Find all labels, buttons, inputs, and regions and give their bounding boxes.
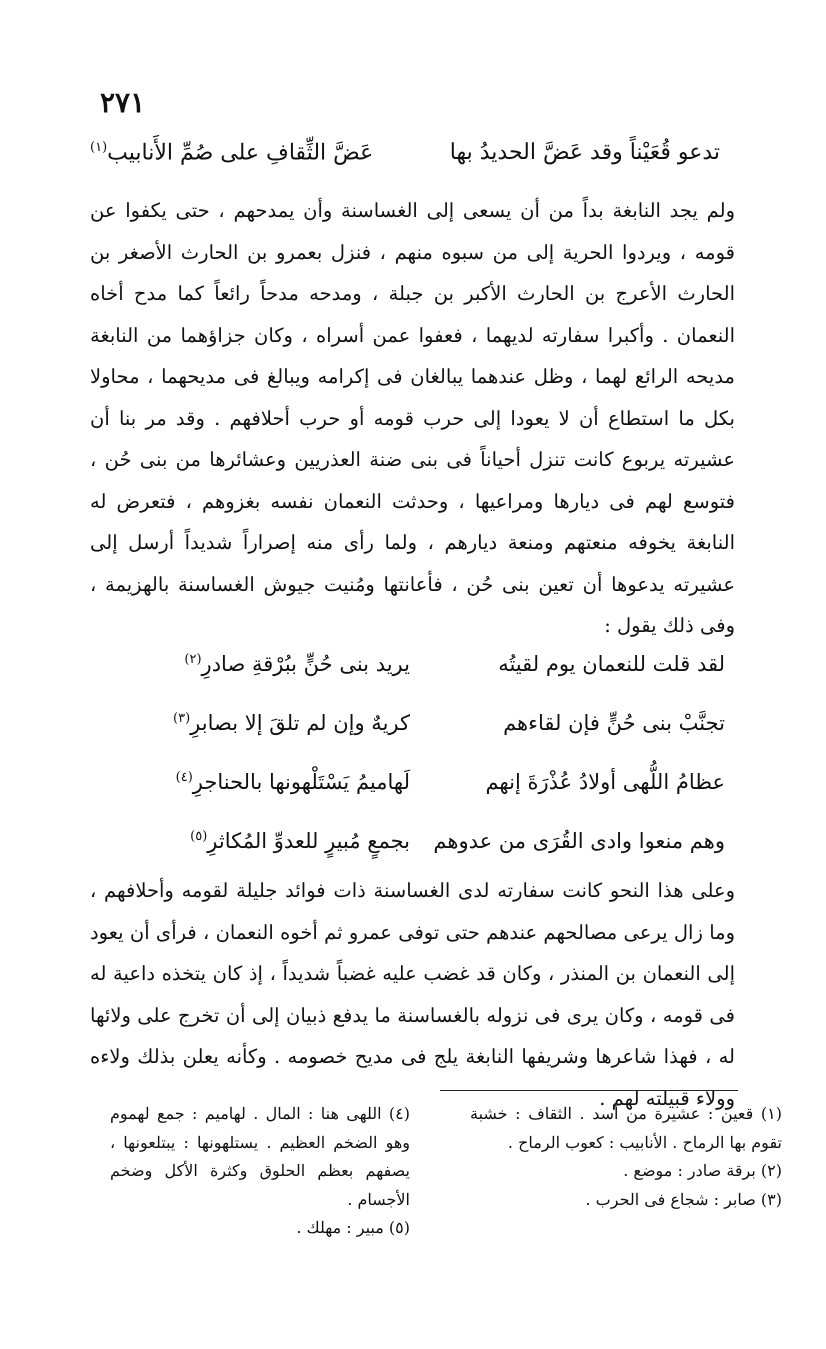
footnotes-right-column [470,1100,782,1214]
body-paragraph-2: وعلى هذا النحو كانت سفارته لدى الغساسنة ذات فوائد جليلة لقومه وأحلافهم ، وما زال يرعى مصالحهم عندهم حتى توفى عمرو ثم أخوه النعمان ، فرأى أن يعود إلى النعمان بن المنذر ، وكان قد غضب عليه غضباً شديداً ، إذ كان يتخذه داعية له فى قومه ، وكان يرى فى نزوله بالغساسنة ما يدفع ذبيان إلى أن تخرج على ولائها له ، فهذا شاعرها وشريفها النابغة يلج فى مديح خصومه . وكأنه يعلن بذلك ولاءه وولاء قبيلته لهم . [90,879,735,1110]
verse-second-hemistich: كريهٌ وإن لم تلقَ إلا بصابرِ$^{(٣)}$ [173,711,410,735]
footnote-ref-4[interactable]: (٤) [175,770,193,785]
verse-first-hemistich: تجنَّبْ بنى حُنٍّ فإن لقاءهم [503,711,725,735]
footnote-ref-2[interactable]: (٢) [184,652,202,667]
footnote-5: (٥) مبير : مهلك . [296,1218,410,1237]
footnote-ref-5[interactable]: (٥) [190,829,208,844]
opening-verse-first-hemistich: تدعو قُعَيْناً وقد عَضَّ الحديدُ بها [449,140,720,165]
footnote-divider [440,1090,738,1091]
footnotes-left-column [110,1100,410,1243]
page-number: ٢٧١ [100,86,146,119]
verse-first-hemistich: عظامُ اللُّهى أولادُ عُذْرَةَ إنهم [485,770,725,794]
footnote-1: (١) قعين : عشيرة من أسد . الثقاف : خشبة تقوم بها الرماح . الأنابيب : كعوب الرماح . [470,1104,782,1152]
poem-verse [110,711,725,770]
verse-first-hemistich: وهم منعوا وادى القُرَى من عدوهم [433,829,725,853]
poem-verse [110,770,725,829]
poem-block [110,652,725,888]
verse-second-hemistich: لَهاميمُ يَسْتَلْهونها بالحناجرِ$^{(٤)}$ [175,770,410,794]
body-paragraph-1: ولم يجد النابغة بداً من أن يسعى إلى الغساسنة وأن يمدحهم ، حتى يكفوا عن قومه ، ويردوا الحرية إلى من سبوه منهم ، فنزل بعمرو بن الحارث الأصغر بن الحارث الأعرج بن الحارث الأكبر بن جبلة ، ومدحه مدحاً رائعاً كما مدح أخاه النعمان . وأكبرا سفارته لديهما ، فعفوا عمن أسراه ، وكان جزاؤهما من النابغة مديحه الرائع لهما ، وظل عندهما يبالغان فى إكرامه ويبالغ فى مديحهما ، محاولا بكل ما استطاع أن لا يعودا إلى حرب قومه أو حرب أحلافهم . وقد مر بنا أن عشيرته يربوع كانت تنزل أحياناً فى بنى ضنة العذريين وعشائرها من بنى حُن ، فتوسع لهم فى ديارها ومراعيها ، وحدثت النعمان نفسه بغزوهم ، فتعرض له النابغة يخوفه منعتهم ومنعة ديارهم ، ولما رأى منه إصراراً شديداً أرسل إلى عشيرته يدعوها أن تعين بنى حُن ، فأعانتها ومُنيت جيوش الغساسنة بالهزيمة ، وفى ذلك يقول : [90,199,735,637]
verse-first-hemistich: لقد قلت للنعمان يوم لقيتُه [498,652,725,676]
footnote-4: (٤) اللهى هنا : المال . لهاميم : جمع لهموم وهو الضخم العظيم . يستلهونها : يبتلعونها ، يصفهم بعظم الحلوق وكثرة الأكل وضخم الأجسام . [110,1104,410,1209]
footnote-2: (٢) برقة صادر : موضع . [623,1161,782,1180]
opening-verse [90,140,720,165]
verse-second-hemistich: بجمعٍ مُبيرٍ للعدوِّ المُكاثرِ$^{(٥)}$ [190,829,410,853]
footnote-ref-3[interactable]: (٣) [173,711,191,726]
footnote-3: (٣) صابر : شجاع فى الحرب . [585,1189,782,1209]
verse-second-hemistich: يريد بنى حُنٍّ ببُرْقةِ صادرِ$^{(٢)}$ [184,652,410,676]
footnote-ref-1[interactable]: (١) [90,140,108,155]
opening-verse-second-hemistich: عَضَّ الثِّقافِ على صُمِّ الأَنابيب$^{(١)}$ [90,140,374,166]
poem-verse [110,652,725,711]
